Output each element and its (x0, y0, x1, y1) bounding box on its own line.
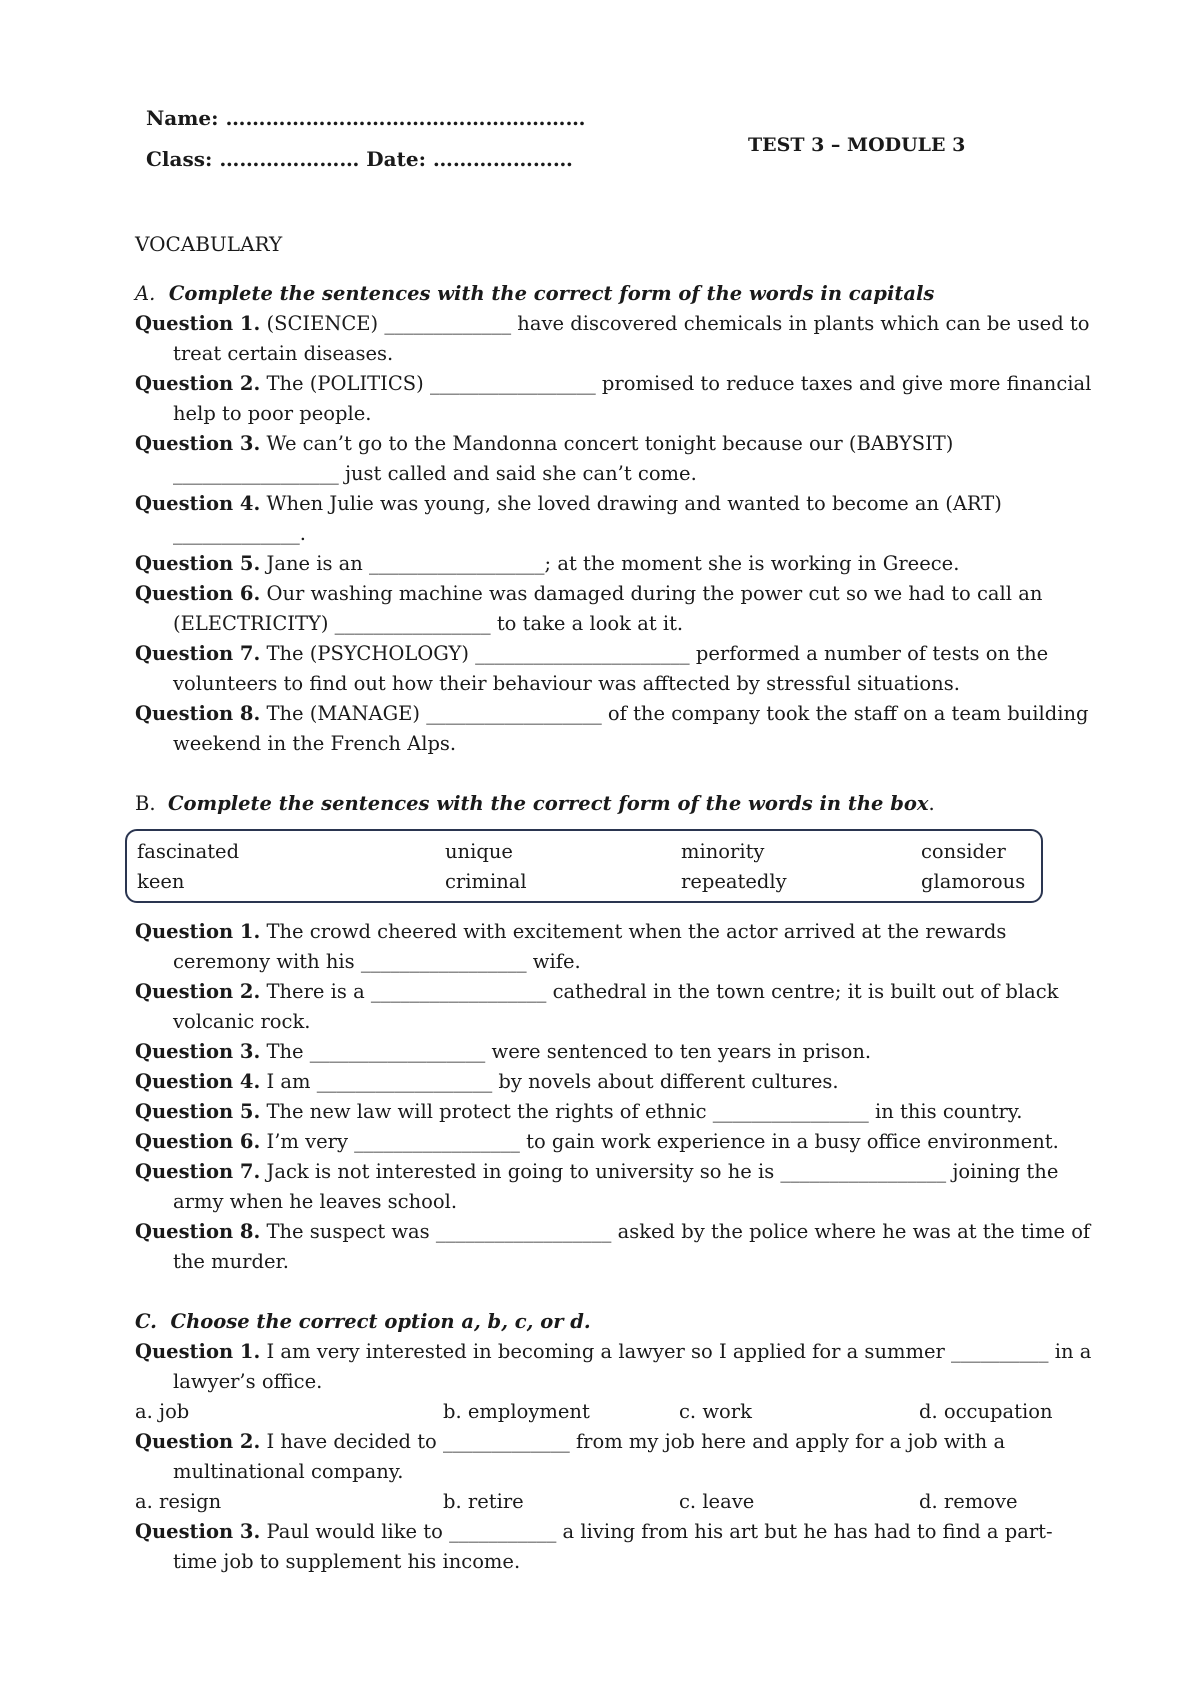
section-b-question (135, 1037, 1095, 1067)
section-b-question (135, 1067, 1095, 1097)
section-c-letter: C. (135, 1310, 157, 1333)
question-label: Question 5. (135, 1100, 261, 1123)
question-label: Question 6. (135, 582, 261, 605)
question-text: We can’t go to the Mandonna concert tonight because our (BABYSIT) _________________ just called and said she can’t come. (173, 432, 954, 485)
section-c-question (135, 1337, 1095, 1397)
word-box-item: repeatedly (681, 870, 787, 893)
section-a-question (135, 579, 1095, 639)
section-b-question (135, 917, 1095, 977)
section-b-instruction: Complete the sentences with the correct form of the words in the box (167, 792, 929, 815)
word-box (125, 829, 1043, 903)
section-c-question (135, 1427, 1095, 1487)
section-a-letter: A. (135, 282, 156, 305)
word-box-item: criminal (445, 870, 527, 893)
question-label: Question 8. (135, 1220, 261, 1243)
section-a-instruction: Complete the sentences with the correct form of the words in capitals (168, 282, 935, 305)
section-a-question (135, 699, 1095, 759)
question-label: Question 3. (135, 432, 261, 455)
question-text: There is a __________________ cathedral in the town centre; it is built out of black volcanic rock. (173, 980, 1059, 1033)
option-d: d. occupation (919, 1400, 1053, 1423)
question-label: Question 6. (135, 1130, 261, 1153)
question-label: Question 4. (135, 1070, 261, 1093)
option-b: b. employment (443, 1400, 590, 1423)
class-date-field: Class: ………………… Date: ………………… (146, 147, 573, 171)
section-b-letter: B. (135, 792, 156, 815)
question-label: Question 1. (135, 920, 261, 943)
question-text: The new law will protect the rights of ethnic ________________ in this country. (260, 1100, 1023, 1123)
question-text: I am __________________ by novels about different cultures. (260, 1070, 839, 1093)
option-b: b. retire (443, 1490, 524, 1513)
name-field: Name: ……………………………………………… (146, 106, 586, 130)
question-label: Question 3. (135, 1040, 261, 1063)
question-label: Question 8. (135, 702, 261, 725)
question-text: I have decided to _____________ from my job here and apply for a job with a multinational company. (173, 1430, 1006, 1483)
question-label: Question 2. (135, 980, 261, 1003)
word-box-item: glamorous (921, 870, 1026, 893)
test-title: TEST 3 – MODULE 3 (748, 134, 966, 156)
section-a-question (135, 549, 1095, 579)
section-b-heading: B. Complete the sentences with the correct form of the words in the box. (135, 792, 935, 815)
question-text: The suspect was __________________ asked by the police where he was at the time of the murder. (173, 1220, 1091, 1273)
question-text: Paul would like to ___________ a living from his art but he has had to find a part-time job to supplement his income. (173, 1520, 1053, 1573)
question-text: The (MANAGE) __________________ of the company took the staff on a team building weekend in the French Alps. (173, 702, 1089, 755)
option-d: d. remove (919, 1490, 1018, 1513)
question-text: Jane is an __________________; at the moment she is working in Greece. (260, 552, 960, 575)
question-label: Question 3. (135, 1520, 261, 1543)
worksheet-content (135, 279, 1095, 1577)
question-label: Question 4. (135, 492, 261, 515)
question-label: Question 2. (135, 1430, 261, 1453)
question-text: The (PSYCHOLOGY) ______________________ performed a number of tests on the volunteers to find out how their behaviour was afftected by stressful situations. (173, 642, 1049, 695)
option-c: c. work (679, 1400, 752, 1423)
word-box-item: minority (681, 840, 765, 863)
answer-options (135, 1487, 1095, 1517)
section-b-question (135, 1157, 1095, 1217)
spacer (135, 759, 1095, 789)
question-text: I am very interested in becoming a lawyer so I applied for a summer __________ in a lawyer’s office. (173, 1340, 1092, 1393)
word-box-item: keen (137, 870, 185, 893)
section-c-instruction: Choose the correct option a, b, c, or d. (170, 1310, 591, 1333)
option-a: a. resign (135, 1490, 222, 1513)
question-text: I’m very _________________ to gain work experience in a busy office environment. (260, 1130, 1059, 1153)
option-a: a. job (135, 1400, 190, 1423)
question-text: The (POLITICS) _________________ promised to reduce taxes and give more financial help to poor people. (173, 372, 1092, 425)
question-text: (SCIENCE) _____________ have discovered chemicals in plants which can be used to treat certain diseases. (173, 312, 1090, 365)
section-a-heading (135, 279, 1095, 309)
question-label: Question 7. (135, 642, 261, 665)
section-a-question (135, 369, 1095, 429)
word-box-item: consider (921, 840, 1006, 863)
word-box-item: unique (445, 840, 513, 863)
section-a-question (135, 309, 1095, 369)
question-text: The crowd cheered with excitement when the actor arrived at the rewards ceremony with his _________________ wife. (173, 920, 1007, 973)
question-label: Question 1. (135, 312, 261, 335)
section-c-question (135, 1517, 1095, 1577)
section-b-question (135, 1097, 1095, 1127)
section-b-question (135, 1217, 1095, 1277)
section-a-question (135, 489, 1095, 549)
answer-options (135, 1397, 1095, 1427)
question-text: Jack is not interested in going to university so he is _________________ joining the army when he leaves school. (173, 1160, 1059, 1213)
section-b-question (135, 977, 1095, 1037)
vocabulary-heading: VOCABULARY (135, 232, 283, 256)
section-c-heading (135, 1307, 1095, 1337)
section-a-question (135, 429, 1095, 489)
section-a-question (135, 639, 1095, 699)
question-text: Our washing machine was damaged during the power cut so we had to call an (ELECTRICITY) ________________ to take a look at it. (173, 582, 1043, 635)
question-text: The __________________ were sentenced to ten years in prison. (260, 1040, 872, 1063)
question-label: Question 1. (135, 1340, 261, 1363)
question-label: Question 5. (135, 552, 261, 575)
question-label: Question 2. (135, 372, 261, 395)
question-label: Question 7. (135, 1160, 261, 1183)
question-text: When Julie was young, she loved drawing and wanted to become an (ART) _____________. (173, 492, 1002, 545)
section-b-question (135, 1127, 1095, 1157)
word-box-item: fascinated (137, 840, 240, 863)
option-c: c. leave (679, 1490, 755, 1513)
spacer (135, 1277, 1095, 1307)
